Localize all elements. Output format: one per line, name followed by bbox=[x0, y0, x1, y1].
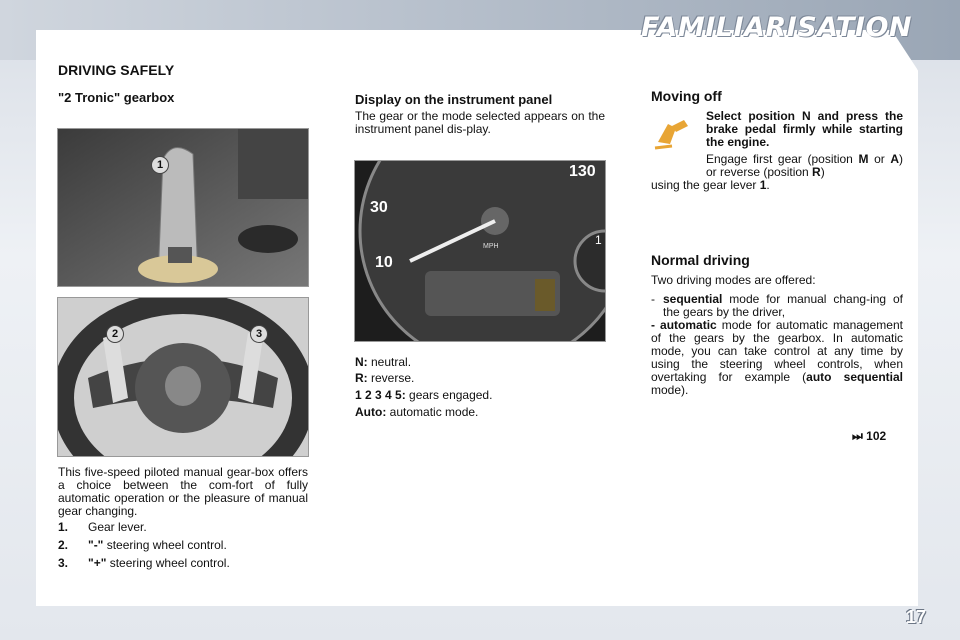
callout-1: 1 bbox=[151, 156, 169, 174]
dial-label-30: 30 bbox=[370, 199, 388, 216]
page-reference[interactable]: ⏭ 102 bbox=[852, 429, 887, 443]
callout-2: 2 bbox=[106, 325, 124, 343]
section-title: DRIVING SAFELY bbox=[58, 62, 175, 78]
fast-forward-icon: ⏭ bbox=[852, 429, 863, 443]
moving-off-text: Engage first gear (position M or A) or reverse (position R) bbox=[706, 152, 903, 179]
list-item: R: reverse. bbox=[355, 371, 415, 385]
automatic-mode-text: - automatic mode for automatic management of the gears by the gearbox. In automatic mode, you can take control at any time by using the steering wheel controls, when overtaking for example (auto sequential mode). bbox=[651, 318, 903, 397]
list-item: N: neutral. bbox=[355, 355, 412, 369]
header-title: FAMILIARISATION bbox=[640, 12, 912, 43]
instrument-panel-photo bbox=[354, 160, 606, 342]
callout-3: 3 bbox=[250, 325, 268, 343]
list-item: 3. "+" steering wheel control. bbox=[58, 556, 230, 570]
moving-off-title: Moving off bbox=[651, 88, 722, 104]
moving-off-instruction: Select position N and press the brake pedal firmly while starting the engine. bbox=[706, 109, 903, 149]
page-number: 17 bbox=[905, 607, 926, 627]
list-item: Auto: automatic mode. bbox=[355, 405, 479, 419]
dial-label-10: 10 bbox=[375, 254, 393, 271]
normal-driving-title: Normal driving bbox=[651, 252, 750, 268]
gearbox-intro: This five-speed piloted manual gear-box offers a choice between the com-fort of fully automatic operation or the pleasure of manual gear changing. bbox=[58, 465, 308, 518]
normal-driving-intro: Two driving modes are offered: bbox=[651, 273, 816, 287]
steering-wheel-photo bbox=[57, 297, 309, 457]
display-text: The gear or the mode selected appears on the instrument panel dis-play. bbox=[355, 109, 605, 136]
display-title: Display on the instrument panel bbox=[355, 92, 553, 107]
sequential-mode-text: sequential mode for manual chang-ing of the gears by the driver, bbox=[663, 292, 903, 319]
dial-label-1: 1 bbox=[595, 233, 602, 247]
dial-label-130: 130 bbox=[569, 163, 596, 180]
gearbox-title: "2 Tronic" gearbox bbox=[58, 90, 175, 105]
list-item: 1. Gear lever. bbox=[58, 520, 147, 534]
brake-pedal-icon bbox=[650, 114, 694, 152]
list-item: 2. "-" steering wheel control. bbox=[58, 538, 227, 552]
dial-unit: MPH bbox=[483, 243, 499, 250]
list-item: 1 2 3 4 5: gears engaged. bbox=[355, 388, 493, 402]
gear-lever-photo bbox=[57, 128, 309, 287]
moving-off-text-2: using the gear lever 1. bbox=[651, 178, 770, 192]
sequential-dash: - bbox=[651, 292, 655, 306]
